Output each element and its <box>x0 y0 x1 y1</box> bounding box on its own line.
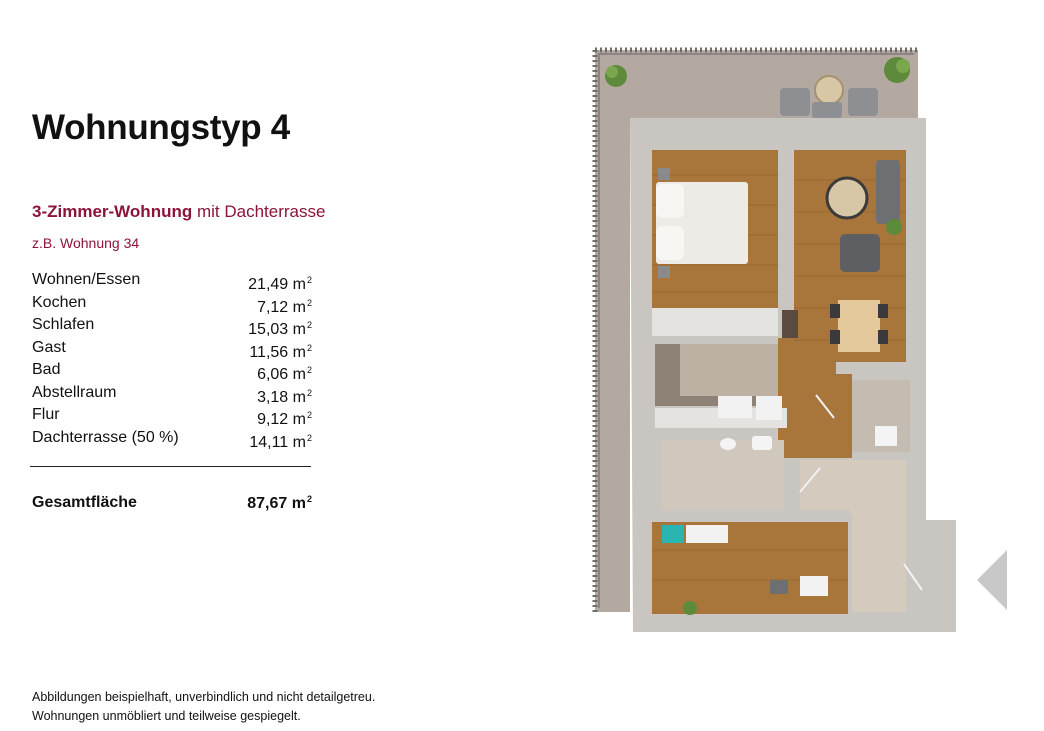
example-unit: z.B. Wohnung 34 <box>32 235 140 251</box>
room-row <box>32 337 312 360</box>
room-area: 3,18 $m^2$ <box>257 387 312 406</box>
room-list <box>32 269 312 449</box>
subtitle-rooms: 3-Zimmer-Wohnung <box>32 202 193 221</box>
room-area: 15,03 $m^2$ <box>248 320 312 338</box>
page-title: Wohnungstyp 4 <box>32 108 290 147</box>
total-label: Gesamtfläche <box>32 494 137 511</box>
room-name: Abstellraum <box>32 383 117 401</box>
room-row <box>32 314 312 337</box>
room-name: Kochen <box>32 293 87 311</box>
room-area: 21,49 $m^2$ <box>248 275 312 293</box>
room-name: Bad <box>32 361 61 378</box>
floor-plan <box>585 30 1025 640</box>
room-row <box>32 382 312 405</box>
room-name: Wohnen/Essen <box>32 271 141 288</box>
triangle-left-icon[interactable] <box>977 550 1007 610</box>
room-name: Flur <box>32 406 60 423</box>
disclaimer-line: Abbildungen beispielhaft, unverbindlich und nicht detailgetreu. <box>32 690 376 704</box>
total-divider <box>30 466 311 467</box>
room-row <box>32 292 312 315</box>
room-area: 6,06 $m^2$ <box>257 365 312 383</box>
room-row <box>32 359 312 382</box>
room-row <box>32 427 312 450</box>
room-area: 9,12 $m^2$ <box>257 410 312 428</box>
room-area: 7,12 $m^2$ <box>257 297 312 316</box>
room-name: Schlafen <box>32 316 95 333</box>
room-name: Dachterrasse (50 %) <box>32 428 179 446</box>
total-area: 87,67 $m^2$ <box>247 494 312 512</box>
disclaimer-line: Wohnungen unmöbliert und teilweise gespiegelt. <box>32 709 301 723</box>
total-row <box>32 494 312 513</box>
room-name: Gast <box>32 338 66 356</box>
room-row <box>32 269 312 292</box>
subtitle-suffix: mit Dachterrasse <box>192 202 326 221</box>
room-area: 14,11 $m^2$ <box>249 432 312 451</box>
room-area: 11,56 $m^2$ <box>249 342 312 361</box>
apartment-subtitle <box>32 202 325 222</box>
disclaimer <box>32 688 375 726</box>
room-row <box>32 404 312 427</box>
